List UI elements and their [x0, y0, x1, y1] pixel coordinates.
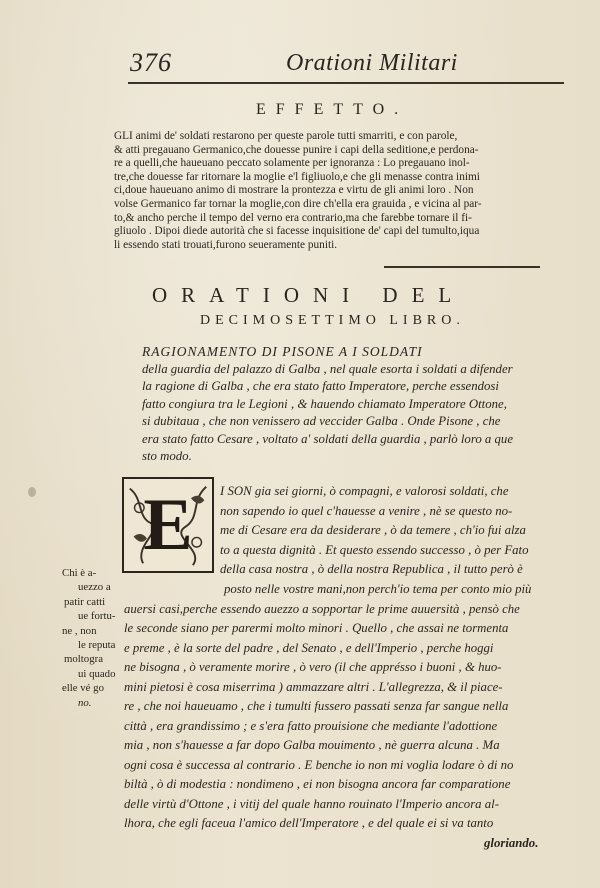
text-line: mini pietosi è cosa miserrima ) ammazzare altri . L'allegrezza, & il piace- — [124, 679, 503, 694]
text-line: volse Germanico far tornar la moglie,con dire ch'ella era grauida , e vicina al par- — [114, 197, 482, 210]
book-heading-line2: DECIMOSETTIMO LIBRO. — [200, 313, 465, 328]
margin-line: Chi è a- — [62, 567, 97, 579]
margin-line: no. — [78, 696, 92, 709]
text-line: re a quelli,che haueuano peccato solamente per ignoranza : Lo pregauano inol- — [114, 157, 470, 170]
text-line: re , che noi haueuamo , che i tumulti fussero passati senza far sangue nella — [124, 699, 509, 713]
margin-note — [62, 566, 115, 710]
header-rule — [128, 82, 564, 84]
margin-line: patir catti — [64, 595, 106, 608]
section-heading-effetto: EFFETTO. — [256, 101, 409, 118]
text-line: to a questa dignità . Et questo essendo successo , ò per Fato — [220, 542, 529, 557]
text-line: e preme , è la sorte del padre , del Senato , e dell'Imperio , perche hoggi — [124, 640, 494, 655]
text-line: sto modo. — [142, 449, 192, 463]
margin-line: moltogra — [64, 653, 103, 666]
margin-line: elle vé go — [62, 682, 104, 695]
text-line: della casa nostra , ò della nostra Republica , il tutto però è — [220, 562, 523, 576]
text-line: posto nelle vostre mani,non perch'io tema per conto mio più — [224, 582, 532, 596]
text-line: biltà , ò di modestia : nondimeno , ei non bisogna ancora far comparatione — [124, 777, 511, 791]
effetto-paragraph — [114, 130, 574, 252]
margin-line: ne , non — [62, 624, 97, 637]
oration-upper — [220, 482, 580, 580]
initial-letter: E — [143, 483, 193, 566]
running-title: Orationi Militari — [286, 50, 458, 76]
text-line: le seconde siano per parermi molto minori . Quello , che assai ne tormenta — [124, 621, 509, 635]
text-line: città , era grandissimo ; e s'era fatto prouisione che mediante l'adottione — [124, 718, 498, 733]
text-line: gloriando. — [484, 835, 539, 850]
margin-line: uezzo a — [78, 581, 111, 594]
margin-line: ui quado — [78, 667, 116, 680]
text-line: auersi casi,perche essendo auezzo a sopportar le prime auuersità , pensò che — [124, 601, 520, 616]
page-header — [130, 48, 560, 82]
decorated-initial — [122, 477, 214, 573]
argument-block — [142, 343, 582, 466]
oration-lower — [124, 580, 580, 853]
text-line: li essendo stati trouati,furono seueramente puniti. — [114, 238, 338, 251]
page-number: 376 — [130, 48, 172, 77]
text-line: fatto congiura tra le Legioni , & hauendo chiamato Imperatore Ottone, — [142, 396, 507, 411]
text-line: della guardia del palazzo di Galba , nel quale esorta i soldati a difender — [142, 361, 513, 376]
margin-line: le reputa — [78, 639, 116, 652]
text-line: to,& ancho perche il tempo del verno era contrario,ma che farebbe tornare il fi- — [114, 211, 472, 224]
text-line: era stato fatto Cesare , voltato a' soldati della guardia , parlò loro a que — [142, 431, 513, 446]
text-line: me di Cesare era da desiderare , ò da temere , ch'io fui alza — [220, 523, 526, 537]
text-line: & atti pregauano Germanico,che douesse punire i capi della seditione,e perdona- — [114, 143, 479, 156]
text-line: tre,che douesse far ritornare la moglie e'l figliuolo,e che gli menasse contra inimi — [114, 170, 480, 183]
text-line: non sapendo io quel c'hauesse a venire , nè se questo no- — [220, 503, 513, 518]
book-heading-line1: ORATIONI DEL — [152, 283, 466, 307]
text-line: ci,doue haueuano animo di mostrare la prontezza e virtu de gli animi loro . Non — [114, 184, 474, 197]
text-line: lhora, che egli faceua l'amico dell'Imperatore , e del quale ei si va tanto — [124, 816, 494, 830]
text-line: ogni cosa è successa al contrario . E benche io non mi voglia lodare ò di no — [124, 757, 514, 772]
text-line: mia , non s'hauesse a far dopo Galba mouimento , nè guerra alcuna . Ma — [124, 738, 500, 752]
text-line: ne bisogna , ò veramente morire , ò vero (il che apprésso i buoni , & huo- — [124, 660, 502, 674]
argument-title: RAGIONAMENTO DI PISONE A I SOLDATI — [142, 344, 423, 359]
text-line: gliuolo . Dipoi diede autorità che si facesse inquisitione de' capi del tumulto,iqua — [114, 225, 480, 238]
text-line: si dubitaua , che non venissero ad veccider Galba . Onde Pisone , che — [142, 414, 501, 428]
text-line: la ragione di Galba , che era stato fatto Imperatore, perche essendosi — [142, 379, 499, 393]
section-rule — [384, 266, 540, 268]
text-line: delle virtù d'Ottone , i vitij del quale hanno rouinato l'Imperio ancora al- — [124, 796, 499, 811]
ink-smudge — [28, 487, 36, 497]
text-line: I SON gia sei giorni, ò compagni, e valorosi soldati, che — [220, 484, 509, 498]
text-line: GLI animi de' soldati restarono per queste parole tutti smarriti, e con parole, — [114, 130, 458, 142]
margin-line: ue fortu- — [78, 610, 116, 623]
